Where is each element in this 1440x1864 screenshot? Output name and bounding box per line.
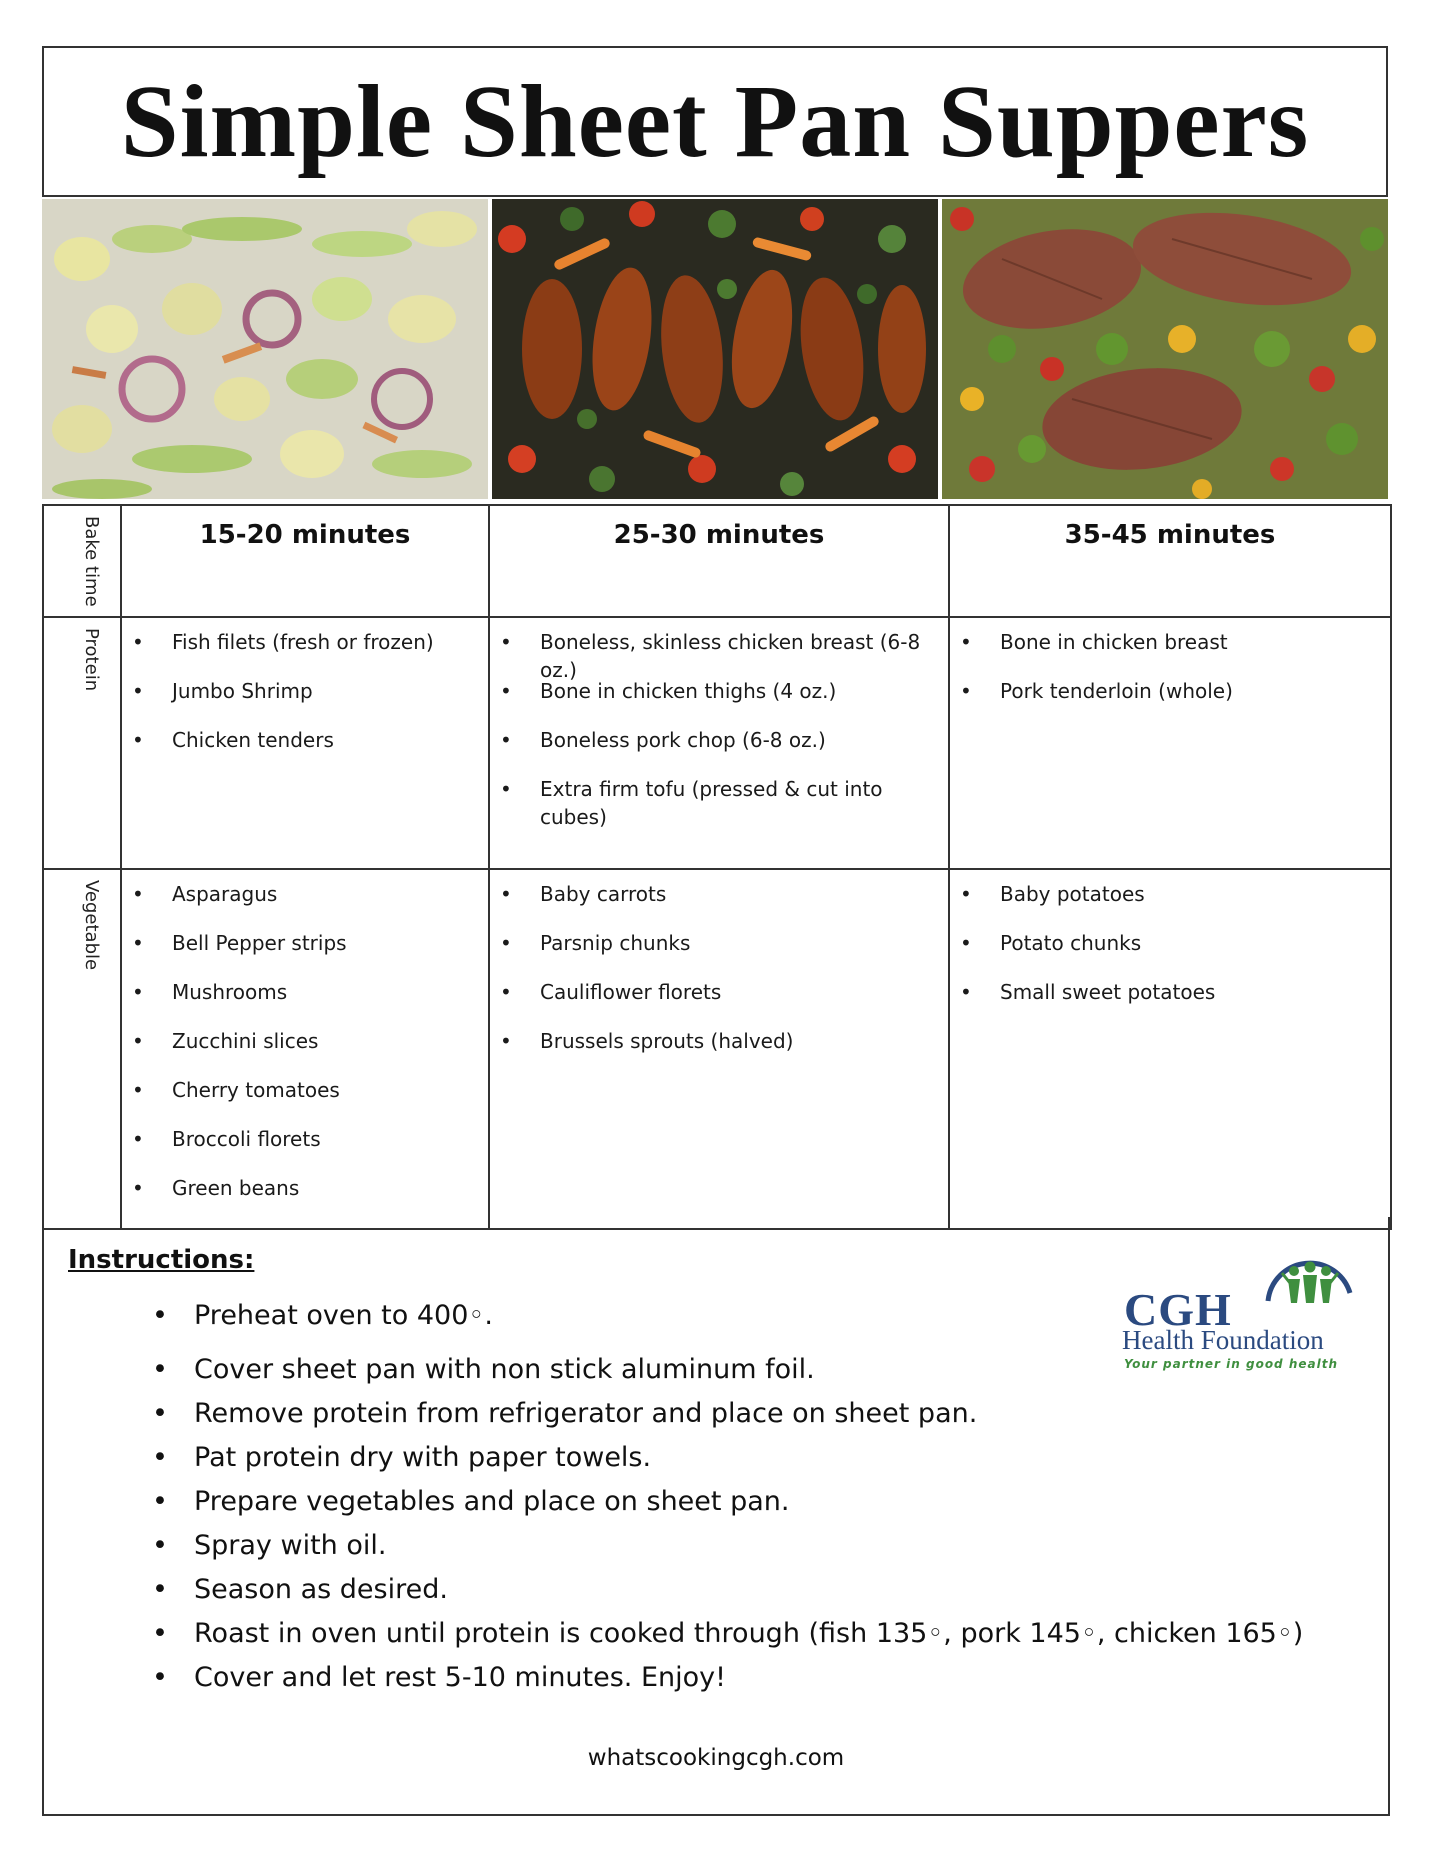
list-item: • Small sweet potatoes: [950, 978, 1390, 1027]
list-item: • Boneless, skinless chicken breast (6-8 oz.): [490, 628, 948, 677]
list-item: • Parsnip chunks: [490, 929, 948, 978]
bake-time-row: [43, 505, 1391, 617]
list-item: • Green beans: [122, 1174, 488, 1223]
list-item: • Boneless pork chop (6-8 oz.): [490, 726, 948, 775]
protein-list-3: [950, 618, 1390, 726]
instruction-step: • Pat protein dry with paper towels.: [152, 1443, 1303, 1473]
instruction-step: • Cover and let rest 5-10 minutes. Enjoy!: [152, 1663, 1303, 1693]
instruction-step: • Prepare vegetables and place on sheet pan.: [152, 1487, 1303, 1517]
bake-time-label-line1: Bake: [81, 516, 102, 561]
list-item: • Potato chunks: [950, 929, 1390, 978]
vegetable-list-3: [950, 870, 1390, 1027]
photo-chicken-carrot-image: [492, 199, 938, 499]
instructions-box: [42, 1217, 1390, 1816]
people-arc-icon: [1260, 1243, 1356, 1313]
vegetable-label: Vegetable: [43, 869, 121, 1229]
recipe-sheet: [42, 46, 1392, 1816]
list-item: • Pork tenderloin (whole): [950, 677, 1390, 726]
photo-pork-broccoli-image: [942, 199, 1388, 499]
recipe-table: [42, 504, 1392, 1230]
protein-col-3: [949, 617, 1391, 869]
list-item: • Zucchini slices: [122, 1027, 488, 1076]
list-item: • Bone in chicken breast: [950, 628, 1390, 677]
photo-strip: [42, 199, 1388, 499]
bake-time-col-2: 25-30 minutes: [489, 505, 949, 617]
list-item: • Jumbo Shrimp: [122, 677, 488, 726]
protein-list-2: [490, 618, 948, 829]
instruction-step: • Preheat oven to 400◦.: [152, 1301, 1303, 1331]
vegetable-col-1: [121, 869, 489, 1229]
list-item: • Baby potatoes: [950, 880, 1390, 929]
list-item: • Extra firm tofu (pressed & cut into cubes): [490, 775, 948, 824]
list-item: • Cherry tomatoes: [122, 1076, 488, 1125]
protein-row: [43, 617, 1391, 869]
instructions-heading: Instructions:: [68, 1245, 255, 1275]
instruction-step: • Remove protein from refrigerator and place on sheet pan.: [152, 1399, 1303, 1429]
title-box: [42, 46, 1388, 197]
vegetable-col-2: [489, 869, 949, 1229]
cgh-logo: [1120, 1241, 1360, 1371]
page-title: Simple Sheet Pan Suppers: [120, 63, 1310, 179]
protein-col-1: [121, 617, 489, 869]
photo-fish-veg-image: [42, 199, 488, 499]
bake-time-label-line2: time: [81, 565, 102, 607]
protein-list-1: [122, 618, 488, 775]
bake-time-label: [43, 505, 121, 617]
instruction-step: • Cover sheet pan with non stick aluminum foil.: [152, 1355, 1303, 1385]
list-item: • Asparagus: [122, 880, 488, 929]
vegetable-list-1: [122, 870, 488, 1223]
list-item: • Broccoli florets: [122, 1125, 488, 1174]
instruction-step: • Season as desired.: [152, 1575, 1303, 1605]
logo-subtitle: Health Foundation: [1122, 1325, 1324, 1355]
bake-time-col-3: 35-45 minutes: [949, 505, 1391, 617]
vegetable-col-3: [949, 869, 1391, 1229]
list-item: • Fish filets (fresh or frozen): [122, 628, 488, 677]
website-link[interactable]: whatscookingcgh.com: [587, 1745, 845, 1771]
logo-name: CGH: [1124, 1284, 1232, 1335]
list-item: • Bell Pepper strips: [122, 929, 488, 978]
photo-fish-veg-pan: [42, 199, 488, 499]
photo-chicken-carrot-pan: [492, 199, 938, 499]
list-item: • Chicken tenders: [122, 726, 488, 775]
protein-col-2: [489, 617, 949, 869]
logo-tagline: Your partner in good health: [1124, 1357, 1338, 1371]
list-item: • Baby carrots: [490, 880, 948, 929]
photo-pork-broccoli-pan: [942, 199, 1388, 499]
instruction-step: • Roast in oven until protein is cooked through (fish 135◦, pork 145◦, chicken 165◦): [152, 1619, 1303, 1649]
list-item: • Mushrooms: [122, 978, 488, 1027]
bake-time-col-1: 15-20 minutes: [121, 505, 489, 617]
list-item: • Bone in chicken thighs (4 oz.): [490, 677, 948, 726]
vegetable-list-2: [490, 870, 948, 1076]
vegetable-row: [43, 869, 1391, 1229]
list-item: • Brussels sprouts (halved): [490, 1027, 948, 1076]
instruction-step: • Spray with oil.: [152, 1531, 1303, 1561]
list-item: • Cauliflower florets: [490, 978, 948, 1027]
protein-label: Protein: [43, 617, 121, 869]
